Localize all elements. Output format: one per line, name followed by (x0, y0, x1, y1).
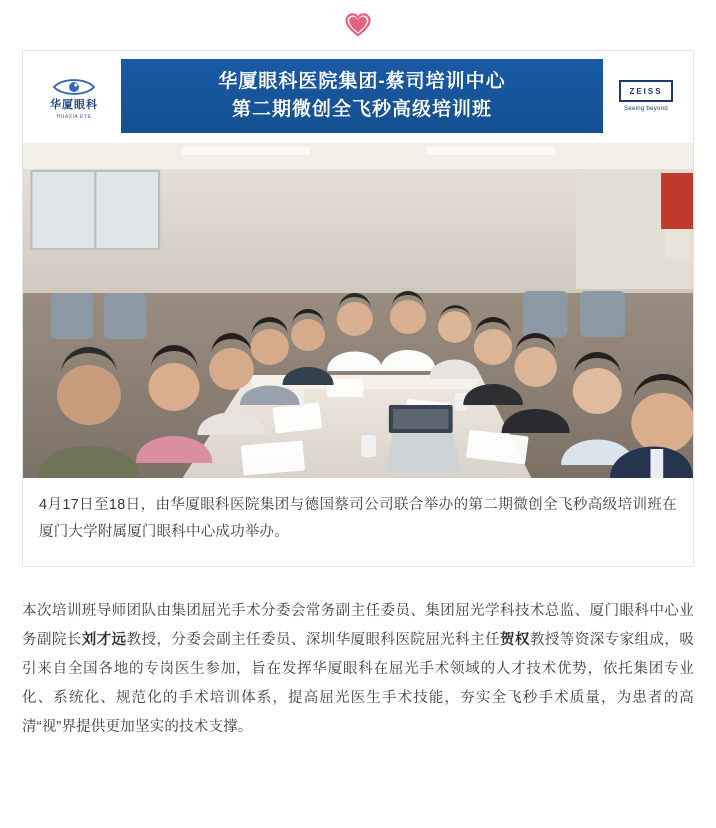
body-part-2: 教授，分委会副主任委员、深圳华厦眼科医院屈光科主任 (126, 631, 501, 648)
body-part-1: 本次培训班导师团队由集团屈光手术分委会常务副主任委员、集团屈光学科技术总监、厦门眼科中心业务副院长 (22, 602, 694, 648)
heart-icon (345, 13, 371, 37)
body-highlight-2: 贺权 (500, 631, 530, 648)
zeiss-wordmark: ZEISS (619, 80, 673, 102)
body-highlight-1: 刘才远 (81, 631, 127, 648)
zeiss-tagline: Seeing beyond (624, 106, 668, 112)
group-photo-image (23, 143, 693, 478)
body-part-3: 教授等资深专家组成，吸引来自全国各地的专岗医生参加，旨在发挥华厦眼科在屈光手术领域的人才技术优势，依托集团专业化、系统化、规范化的手术培训体系，提高屈光医生手术技能，夯实全飞秒手术质量，为患者的高清“视”界提供更加坚实的技术支撑。 (22, 631, 695, 735)
banner-title-line1: 华厦眼科医院集团-蔡司培训中心 (218, 71, 506, 93)
banner-header (23, 51, 693, 143)
group-photo (23, 143, 693, 478)
huaxia-brand-en: HUAXIA EYE (56, 114, 92, 120)
banner-title-line2: 第二期微创全飞秒高级培训班 (231, 99, 492, 120)
eye-logo-icon (51, 76, 97, 98)
zeiss-logo (609, 59, 683, 133)
heart-divider (0, 0, 716, 50)
article-body (22, 597, 694, 742)
banner-title-block (121, 59, 603, 133)
huaxia-logo (33, 59, 115, 133)
huaxia-brand-cn: 华厦眼科 (50, 99, 98, 111)
article-card (22, 50, 694, 567)
photo-caption: 4月17日至18日，由华厦眼科医院集团与德国蔡司公司联合举办的第二期微创全飞秒高级培训班在厦门大学附属厦门眼科中心成功举办。 (39, 497, 677, 540)
